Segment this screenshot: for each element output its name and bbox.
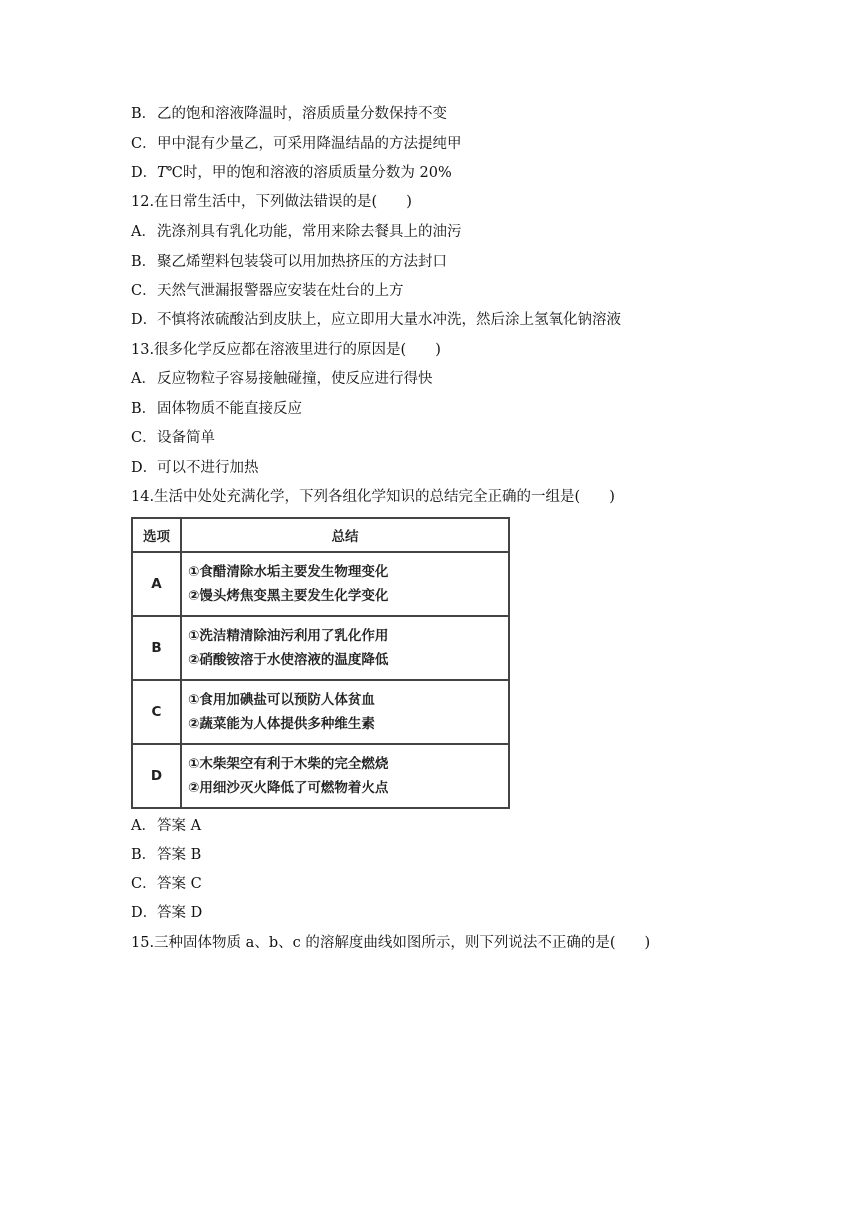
temperature-variable: T (157, 165, 167, 181)
q13-option-d (131, 459, 259, 477)
q12-option-a (131, 223, 462, 241)
summary-line: ②硝酸铵溶于水使溶液的温度降低 (188, 652, 389, 668)
summary-line: ①木柴架空有利于木柴的完全燃烧 (188, 756, 389, 772)
table-cell-summary (181, 680, 509, 744)
summary-line: ①洗洁精清除油污利用了乳化作用 (188, 628, 389, 644)
table-header-row (132, 518, 509, 552)
table-cell-option: B (132, 616, 181, 680)
q13-option-b (131, 400, 302, 418)
option-text: 不慎将浓硫酸沾到皮肤上，应立即用大量水冲洗，然后涂上氢氧化钠溶液 (157, 312, 621, 328)
option-letter: D． (131, 460, 158, 476)
q13-option-c (131, 429, 215, 447)
table-row (132, 552, 509, 616)
option-letter: A． (131, 818, 156, 834)
table-row (132, 680, 509, 744)
option-letter: B． (131, 401, 157, 417)
summary-line: ②用细沙灭火降低了可燃物着火点 (188, 780, 389, 796)
q11-option-c (131, 135, 462, 153)
option-text: 反应物粒子容易接触碰撞，使反应进行得快 (157, 371, 433, 387)
table-cell-option: A (132, 552, 181, 616)
q14-stem: 14.生活中处处充满化学，下列各组化学知识的总结完全正确的一组是( ) (131, 489, 615, 505)
option-letter: D． (131, 165, 158, 181)
table-cell-summary (181, 552, 509, 616)
q15-stem: 15.三种固体物质 a、b、c 的溶解度曲线如图所示，则下列说法不正确的是( ) (131, 935, 651, 951)
q13-option-a (131, 370, 433, 388)
summary-line: ①食用加碘盐可以预防人体贫血 (188, 692, 375, 708)
table-row (132, 744, 509, 808)
q14-option-b (131, 846, 201, 864)
summary-line: ①食醋清除水垢主要发生物理变化 (188, 564, 389, 580)
option-letter: C． (131, 430, 157, 446)
option-text: 答案 A (157, 818, 202, 834)
table-cell-option: C (132, 680, 181, 744)
summary-table (131, 517, 510, 809)
option-letter: D． (131, 905, 158, 921)
q11-option-b (131, 105, 447, 123)
option-text: 可以不进行加热 (157, 460, 259, 476)
option-letter: D． (131, 312, 158, 328)
table-cell-option: D (132, 744, 181, 808)
q12-stem: 12.在日常生活中，下列做法错误的是( ) (131, 194, 412, 210)
option-letter: A． (131, 371, 156, 387)
option-letter: A． (131, 224, 156, 240)
option-letter: C． (131, 283, 157, 299)
option-letter: C． (131, 876, 157, 892)
table-row (132, 616, 509, 680)
header-summary: 总结 (181, 518, 509, 552)
summary-line: ②蔬菜能为人体提供多种维生素 (188, 716, 375, 732)
option-letter: B． (131, 106, 157, 122)
table-cell-summary (181, 744, 509, 808)
option-text: 天然气泄漏报警器应安装在灶台的上方 (157, 283, 404, 299)
option-text: 甲中混有少量乙，可采用降温结晶的方法提纯甲 (157, 136, 462, 152)
q12-option-b (131, 253, 447, 271)
option-text: 答案 D (157, 905, 203, 921)
option-letter: B． (131, 847, 157, 863)
option-text: 聚乙烯塑料包装袋可以用加热挤压的方法封口 (157, 254, 447, 270)
summary-line: ②馒头烤焦变黑主要发生化学变化 (188, 588, 389, 604)
option-letter: C． (131, 136, 157, 152)
header-option: 选项 (132, 518, 181, 552)
q12-option-c (131, 282, 404, 300)
option-text: 洗涤剂具有乳化功能，常用来除去餐具上的油污 (157, 224, 462, 240)
q13-stem: 13.很多化学反应都在溶液里进行的原因是( ) (131, 342, 441, 358)
option-text: 答案 C (157, 876, 202, 892)
option-text: 设备简单 (157, 430, 215, 446)
q14-option-c (131, 875, 202, 893)
option-text: 乙的饱和溶液降温时，溶质质量分数保持不变 (157, 106, 447, 122)
q12-option-d (131, 311, 621, 329)
option-text: ℃时，甲的饱和溶液的溶质质量分数为 20% (166, 165, 452, 181)
option-text: 答案 B (157, 847, 202, 863)
option-text: 固体物质不能直接反应 (157, 401, 302, 417)
q14-option-a (131, 817, 201, 835)
q14-option-d (131, 904, 202, 922)
option-letter: B． (131, 254, 157, 270)
table-cell-summary (181, 616, 509, 680)
q11-option-d (131, 164, 452, 182)
